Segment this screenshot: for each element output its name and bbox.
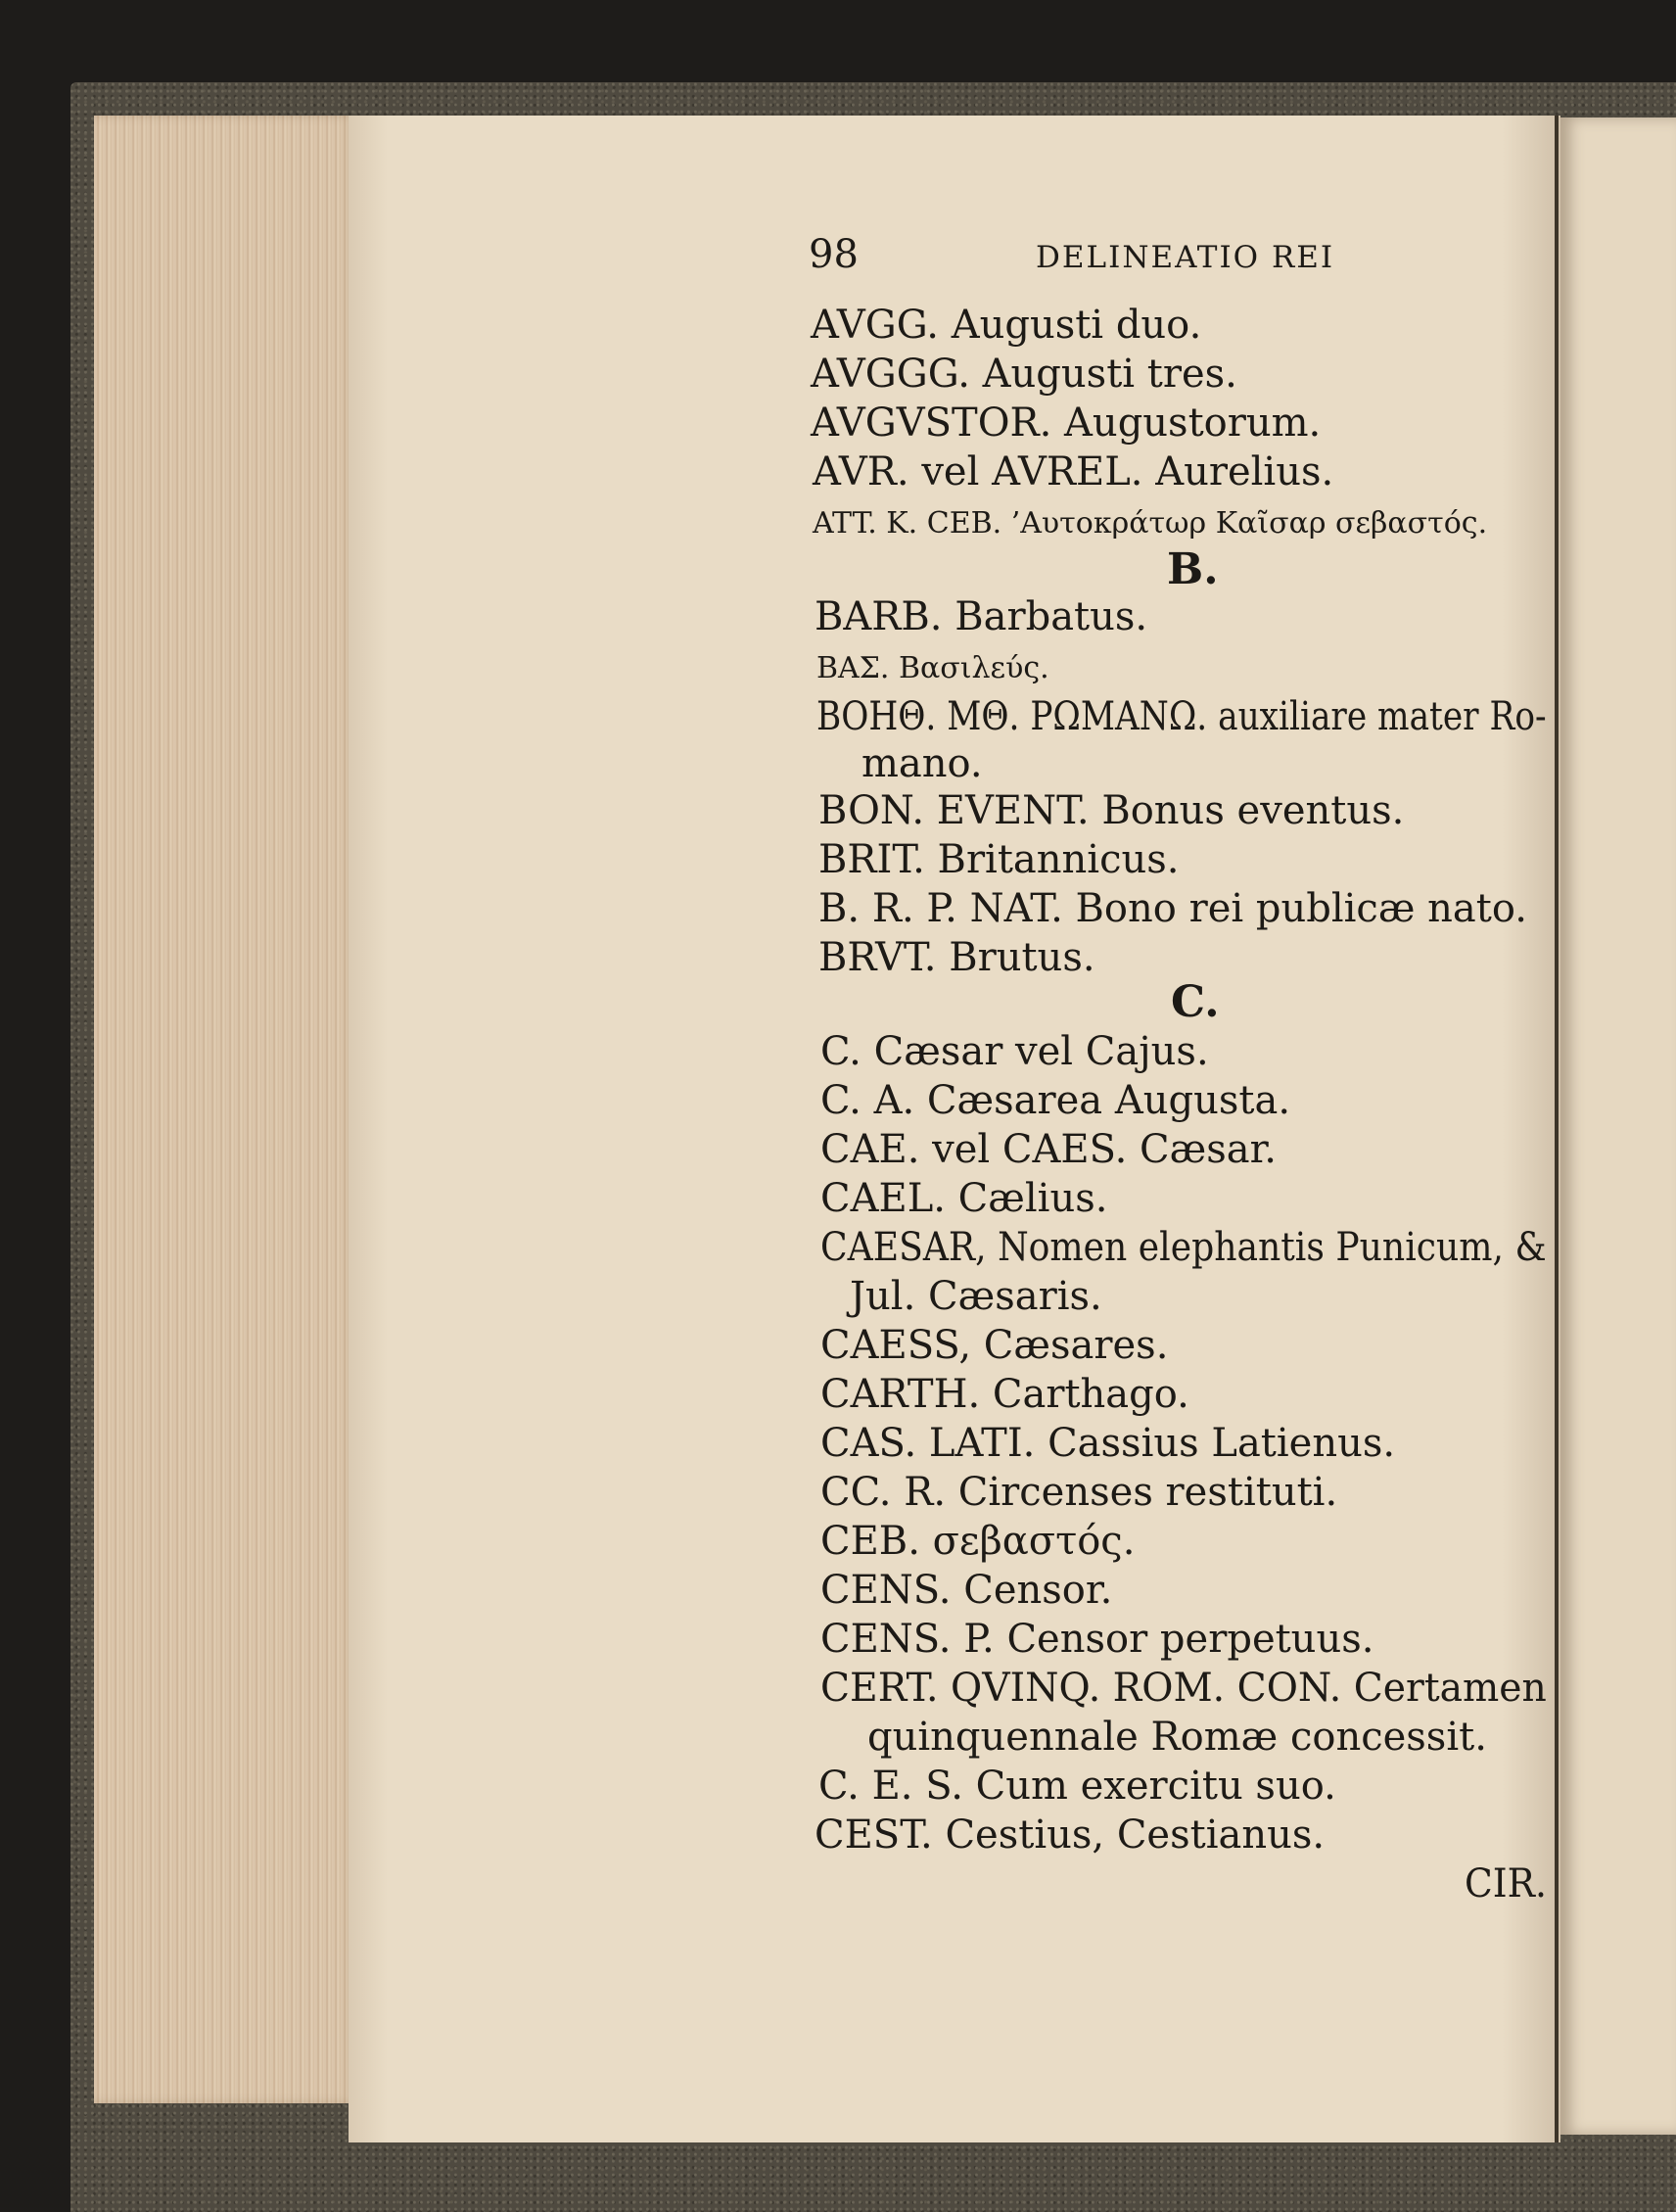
entry-brvt: BRVT. Brutus.	[818, 935, 1095, 980]
entry-bon-event: BON. EVENT. Bonus eventus.	[818, 788, 1405, 833]
entry-cae: CAE. vel CAES. Cæsar.	[820, 1127, 1278, 1172]
facing-page-edge	[1560, 118, 1676, 2135]
entry-brpnat: B. R. P. NAT. Bono rei publicæ nato.	[818, 886, 1527, 931]
entry-carth: CARTH. Carthago.	[820, 1372, 1189, 1417]
entry-ceb: CEB. σεβαστός.	[820, 1519, 1136, 1564]
entry-bas: ΒΑΣ. Βασιλεύς.	[816, 651, 1049, 685]
entry-ccr: CC. R. Circenses restituti.	[820, 1470, 1338, 1515]
entry-c: C. Cæsar vel Cajus.	[820, 1029, 1209, 1074]
entry-caesar: CAESAR, Nomen elephantis Punicum, &	[820, 1225, 1547, 1270]
entry-ces: C. E. S. Cum exercitu suo.	[818, 1764, 1336, 1809]
entry-cens-p: CENS. P. Censor perpetuus.	[820, 1617, 1374, 1662]
entry-cael: CAEL. Cælius.	[820, 1176, 1108, 1221]
entry-cest: CEST. Cestius, Cestianus.	[815, 1812, 1326, 1858]
book-gutter	[1555, 116, 1559, 2142]
entry-caesar-continued: Jul. Cæsaris.	[850, 1274, 1102, 1319]
entry-avgg: AVGG. Augusti duo.	[811, 303, 1202, 348]
entry-boho-continued: mano.	[861, 741, 983, 786]
entry-cert-qvinq-continued: quinquennale Romæ concessit.	[867, 1715, 1487, 1760]
entry-avggg: AVGGG. Augusti tres.	[811, 352, 1237, 397]
running-head	[809, 232, 1335, 278]
entry-boho: ΒΟΗΘ. ΜΘ. ΡΩΜΑΝΩ. auxiliare mater Ro-	[816, 694, 1547, 739]
running-title: DELINEATIO REI	[1036, 240, 1335, 275]
entry-cert-qvinq: CERT. QVINQ. ROM. CON. Certamen	[820, 1666, 1547, 1711]
section-heading-b: B.	[1167, 544, 1219, 594]
entry-avgvstor: AVGVSTOR. Augustorum.	[811, 400, 1322, 446]
entry-cas-lati: CAS. LATI. Cassius Latienus.	[820, 1421, 1396, 1466]
page-number: 98	[809, 232, 859, 277]
entry-brit: BRIT. Britannicus.	[818, 837, 1180, 882]
page-edges	[94, 116, 358, 2103]
section-heading-c: C.	[1171, 977, 1220, 1027]
entry-barb: BARB. Barbatus.	[815, 594, 1148, 639]
entry-avr: AVR. vel AVREL. Aurelius.	[813, 449, 1334, 494]
catchword: CIR.	[1465, 1861, 1547, 1906]
entry-caess: CAESS, Cæsares.	[820, 1323, 1169, 1368]
entry-att-k-ceb: ATT. K. CEB. ’Αυτοκράτωρ Καῖσαρ σεβαστός.	[813, 506, 1488, 541]
entry-cens: CENS. Censor.	[820, 1568, 1113, 1613]
entry-ca: C. A. Cæsarea Augusta.	[820, 1078, 1291, 1123]
